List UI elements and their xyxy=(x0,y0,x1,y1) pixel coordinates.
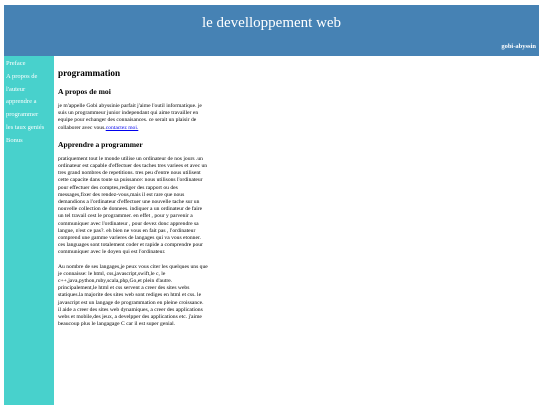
about-text: je m'appelle Gobi abyssinie parfait j'aime l'outil informatique. je suis un programmeur junior independant qui aime travailler en equipe pour echanger des connaisances. ce serait un plaisir de collaborer avec vous. xyxy=(58,103,202,131)
user-name: gobi-abyssin xyxy=(501,43,536,50)
learn-paragraph-2: Au nombre de ses langages,je peux vous citer les quelques uns que je connaisse: le html, css,javascript,swift,le c, le c++,java,python,ruby,scala,php,Go,et plein d'autre. principalement,le html et css servent a creer des sites webs statiques.la majorite des sites web sont rediges en html et css. le javascript est un langage de programmation en pleine croissance. il aide a creer des sites web dynamiques, a creer des applications webs et mobile,des jeux, a develpper des applications etc. j'aime beaucoup plus le langagage C car il est super genial. xyxy=(58,263,208,328)
sidebar-item-programmer[interactable]: programmer xyxy=(6,111,39,119)
sidebar-item-bonus[interactable]: Bonus xyxy=(6,136,23,144)
site-header xyxy=(4,5,539,56)
sidebar-item-taux-genies[interactable]: les taux geniés xyxy=(6,123,45,131)
sidebar-item-apprendre[interactable]: apprendre a xyxy=(6,98,37,106)
about-paragraph xyxy=(58,103,206,132)
sidebar-item-a-propos[interactable]: A propos de xyxy=(6,72,38,80)
sidebar-item-auteur[interactable]: l'auteur xyxy=(6,85,26,93)
sidebar-item-preface[interactable]: Preface xyxy=(6,60,26,67)
sidebar-nav xyxy=(4,56,54,405)
contact-link[interactable]: contactez moi. xyxy=(105,124,139,131)
main-content xyxy=(58,60,208,335)
learn-paragraph-1: pratiquement tout le monde utilise un ordinateur de nos jours .un ordinateur est capable d'effectuer des taches tres variees et avec un tres grand nombres de repetitions. tres peu d'entre nous utilisent cette capacite dans toute sa puissance: nous utilisons l'ordinateur pour effectuer des comptes,rediger des rapport ou des messages,fixer des rendez-vous,mais il est rare que nous demandions a l'ordinateur d'effectuer une nouvelle tache sur un nouvelle collection de donnees. indiquer a un ordinateur de faire un tel travail cest le programmer. en effet , pour y parvenir a communiquer avec l'ordinateur , pour devez donc apprendre sa langue, n'est ce pas?. eh bien ne vous en fait pas , l'ordinateur comprend une gamme varieres de langages qui va vous etonner. ces languages sont totalement coder et rapide a comprendre pour communiquer avec le doyen qui est l'ordinateur. xyxy=(58,155,208,256)
section-title-learn: Apprendre a programmer xyxy=(58,139,143,149)
site-title: le develloppement web xyxy=(201,15,342,31)
section-title-about: A propos de moi xyxy=(58,87,111,96)
page-title: programmation xyxy=(58,68,121,78)
